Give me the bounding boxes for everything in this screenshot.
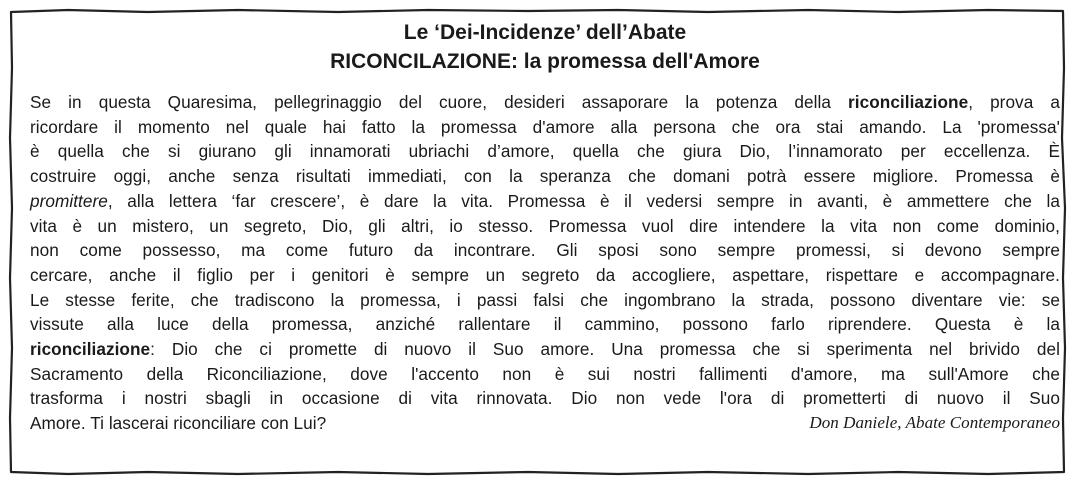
article-content xyxy=(30,18,1060,436)
body-line: trasforma i nostri sbagli in occasione di vita rinnovata. Dio non vede l'ora di prometterti di nuovo il Suo xyxy=(30,388,1060,409)
article-title: Le ‘Dei-Incidenze’ dell’Abate xyxy=(403,21,687,44)
bold-keyword: riconciliazione xyxy=(848,92,969,112)
body-line: ricordare il momento nel quale hai fatto la promessa d'amore alla persona che ora stai amando. La 'promessa' xyxy=(30,116,1060,137)
body-line: costruire oggi, anche senza risultati immediati, con la speranza che domani potrà essere migliore. Promessa è xyxy=(30,166,1060,187)
article-subtitle: RICONCILAZIONE: la promessa dell'Amore xyxy=(330,50,760,73)
body-line: cercare, anche il figlio per i genitori è sempre un segreto da accogliere, aspettare, rispettare e accompagnare. xyxy=(30,264,1060,285)
article-body xyxy=(30,90,1060,436)
body-line: riconciliazione: Dio che ci promette di nuovo il Suo amore. Una promessa che si sperimenta nel brivido del xyxy=(30,339,1060,360)
body-line: promittere, alla lettera ‘far crescere’, è dare la vita. Promessa è il vedersi sempre in avanti, è ammettere che la xyxy=(30,190,1060,211)
body-line: vita è un mistero, un segreto, Dio, gli altri, io stesso. Promessa vuol dire intendere la vita non come dominio, xyxy=(30,215,1060,236)
body-line: è quella che si giurano gli innamorati ubriachi d’amore, quella che giura Dio, l’innamorato per eccellenza. È xyxy=(30,141,1060,162)
body-line: Le stesse ferite, che tradiscono la promessa, i passi falsi che ingombrano la strada, possono diventare vie: se xyxy=(30,289,1060,310)
closing-question: Amore. Ti lascerai riconciliare con Lui? xyxy=(30,413,327,434)
author-signature: Don Daniele, Abate Contemporaneo xyxy=(809,413,1060,433)
article-frame xyxy=(8,8,1067,476)
body-line: vissute alla luce della promessa, anziché rallentare il cammino, possono farlo riprendere. Questa è la xyxy=(30,314,1060,335)
italic-term: promittere xyxy=(30,190,108,211)
body-line: Se in questa Quaresima, pellegrinaggio del cuore, desideri assaporare la potenza della riconciliazione, prova a xyxy=(30,92,1060,112)
body-line: Sacramento della Riconciliazione, dove l'accento non è sui nostri fallimenti d'amore, ma sull'Amore che xyxy=(30,363,1060,384)
body-line-last xyxy=(30,411,1060,436)
bold-keyword: riconciliazione xyxy=(30,339,151,360)
body-line: non come possesso, ma come futuro da incontrare. Gli sposi sono sempre promessi, si devono sempre xyxy=(30,240,1060,261)
